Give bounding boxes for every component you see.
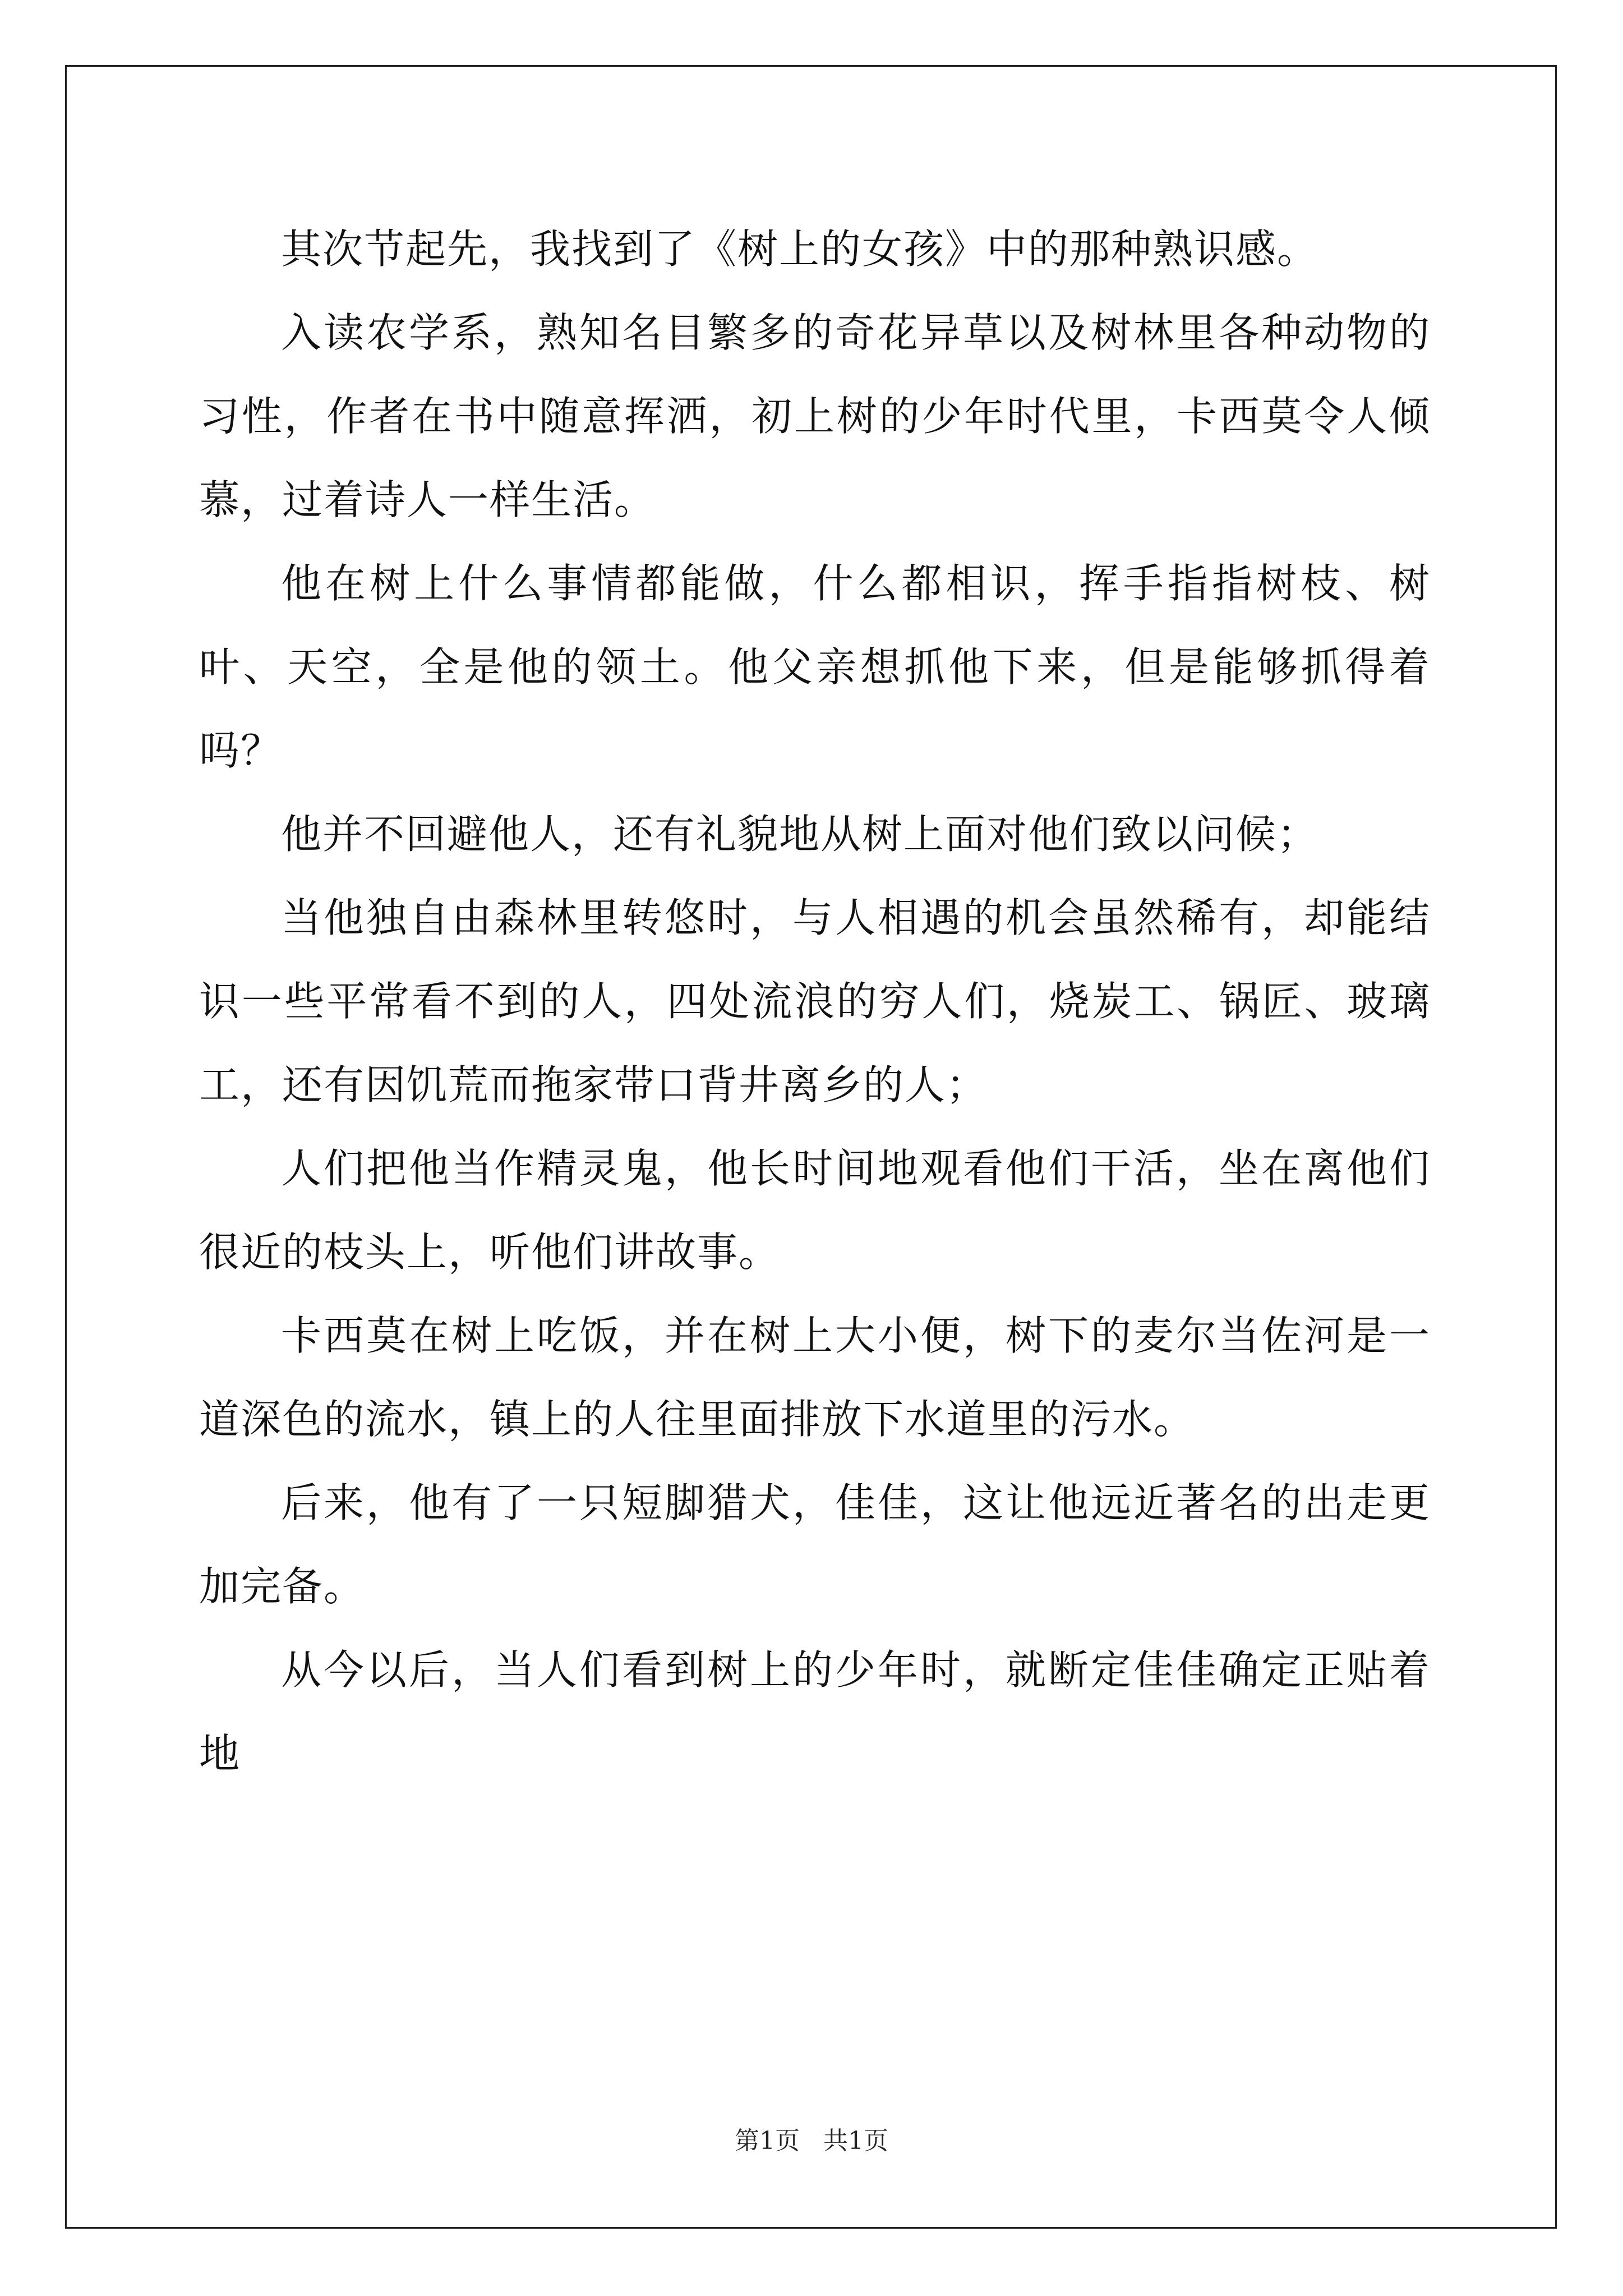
paragraph-9: 从今以后，当人们看到树上的少年时，就断定佳佳确定正贴着地 — [199, 1646, 1431, 1777]
page-number-current: 第1页 — [735, 2127, 800, 2155]
paragraph-7: 卡西莫在树上吃饭，并在树上大小便，树下的麦尔当佐河是一道深色的流水，镇上的人往里面排放下水道里的污水。 — [199, 1312, 1431, 1443]
paragraph-3: 他在树上什么事情都能做，什么都相识，挥手指指树枝、树叶、天空，全是他的领土。他父亲想抓他下来，但是能够抓得着吗？ — [199, 560, 1431, 774]
paragraph-6: 人们把他当作精灵鬼，他长时间地观看他们干活，坐在离他们很近的枝头上，听他们讲故事。 — [199, 1145, 1431, 1276]
document-body — [199, 208, 1431, 1796]
paragraph-4: 他并不回避他人，还有礼貌地从树上面对他们致以问候； — [281, 811, 1319, 858]
page-footer — [0, 2120, 1623, 2156]
paragraph-8: 后来，他有了一只短脚猎犬，佳佳，这让他远近著名的出走更加完备。 — [199, 1479, 1431, 1610]
page-number-total: 共1页 — [823, 2127, 888, 2155]
paragraph-2: 入读农学系，熟知名目繁多的奇花异草以及树林里各种动物的习性，作者在书中随意挥洒，初上树的少年时代里，卡西莫令人倾慕，过着诗人一样生活。 — [199, 309, 1431, 523]
paragraph-1: 其次节起先，我找到了《树上的女孩》中的那种熟识感。 — [281, 226, 1319, 273]
paragraph-5: 当他独自由森林里转悠时，与人相遇的机会虽然稀有，却能结识一些平常看不到的人，四处流浪的穷人们，烧炭工、锅匠、玻璃工，还有因饥荒而拖家带口背井离乡的人； — [199, 894, 1431, 1108]
